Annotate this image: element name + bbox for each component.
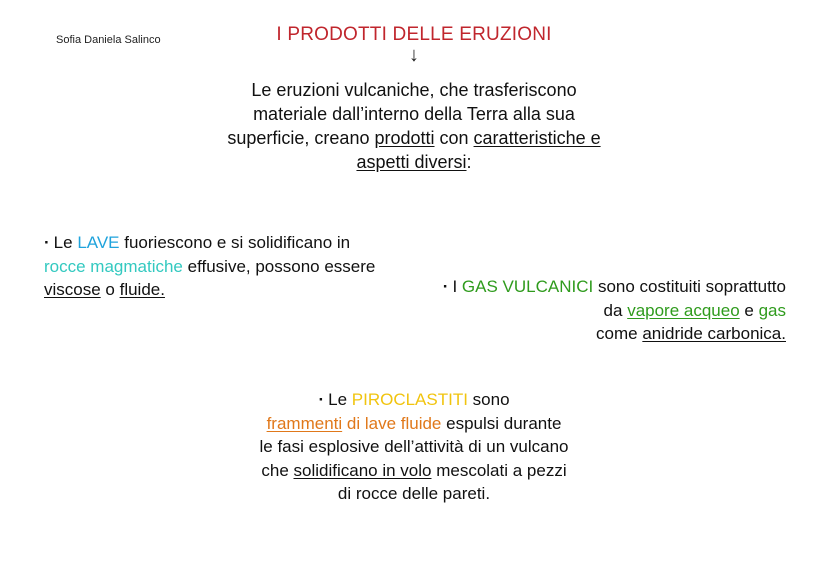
lave-paragraph bbox=[44, 231, 384, 302]
piro-frammenti: frammenti bbox=[266, 413, 343, 433]
piro-sono: sono bbox=[467, 390, 510, 409]
intro-prodotti: prodotti bbox=[374, 128, 435, 148]
intro-colon: : bbox=[466, 152, 472, 172]
bullet-icon: · bbox=[442, 277, 449, 296]
gas-come: come bbox=[596, 324, 643, 343]
bullet-icon: · bbox=[318, 390, 325, 409]
gas-i: I bbox=[452, 277, 462, 296]
piroclastiti-paragraph bbox=[258, 388, 570, 506]
lave-viscose: viscose bbox=[44, 280, 101, 299]
intro-paragraph bbox=[214, 78, 614, 174]
intro-text: Le eruzioni vulcaniche, che trasferiscono materiale dall’interno della Terra alla sua superficie, creano bbox=[227, 80, 577, 148]
lave-rocce-magmatiche: rocce magmatiche bbox=[44, 256, 183, 276]
lave-text-1: fuoriescono e si solidificano in bbox=[119, 233, 351, 252]
lave-o: o bbox=[100, 280, 120, 299]
gas-vapore-acqueo: vapore acqueo bbox=[627, 300, 740, 320]
piro-text-2: mescolati a pezzi di rocce delle pareti. bbox=[337, 460, 567, 503]
gas-e: e bbox=[739, 300, 759, 320]
gas-paragraph bbox=[440, 275, 786, 346]
lave-le: Le bbox=[53, 233, 78, 252]
bullet-icon: · bbox=[44, 233, 50, 252]
page-title: I PRODOTTI DELLE ERUZIONI bbox=[276, 24, 552, 45]
piro-di-lave-fluide: di lave fluide bbox=[342, 413, 442, 433]
down-arrow-icon: ↓ bbox=[409, 44, 419, 66]
intro-caratteristiche: caratteristiche e aspetti diversi bbox=[356, 128, 601, 172]
piro-text-1: espulsi durante le fasi esplosive dell’attività di un vulcano che bbox=[259, 413, 569, 480]
gas-text-1: sono costituiti soprattutto da bbox=[593, 277, 786, 320]
lave-keyword: LAVE bbox=[77, 233, 120, 252]
piro-keyword: PIROCLASTITI bbox=[351, 390, 468, 409]
intro-con: con bbox=[434, 128, 474, 148]
author-name: Sofia Daniela Salinco bbox=[56, 34, 161, 46]
lave-text-2: effusive, possono essere bbox=[182, 256, 376, 276]
lave-fluide: fluide. bbox=[119, 280, 165, 299]
gas-gas: gas bbox=[758, 300, 786, 320]
gas-anidride-carbonica: anidride carbonica. bbox=[642, 324, 786, 343]
piro-le: Le bbox=[328, 390, 352, 409]
piro-solidificano-in-volo: solidificano in volo bbox=[293, 460, 432, 480]
gas-keyword: GAS VULCANICI bbox=[461, 277, 594, 296]
